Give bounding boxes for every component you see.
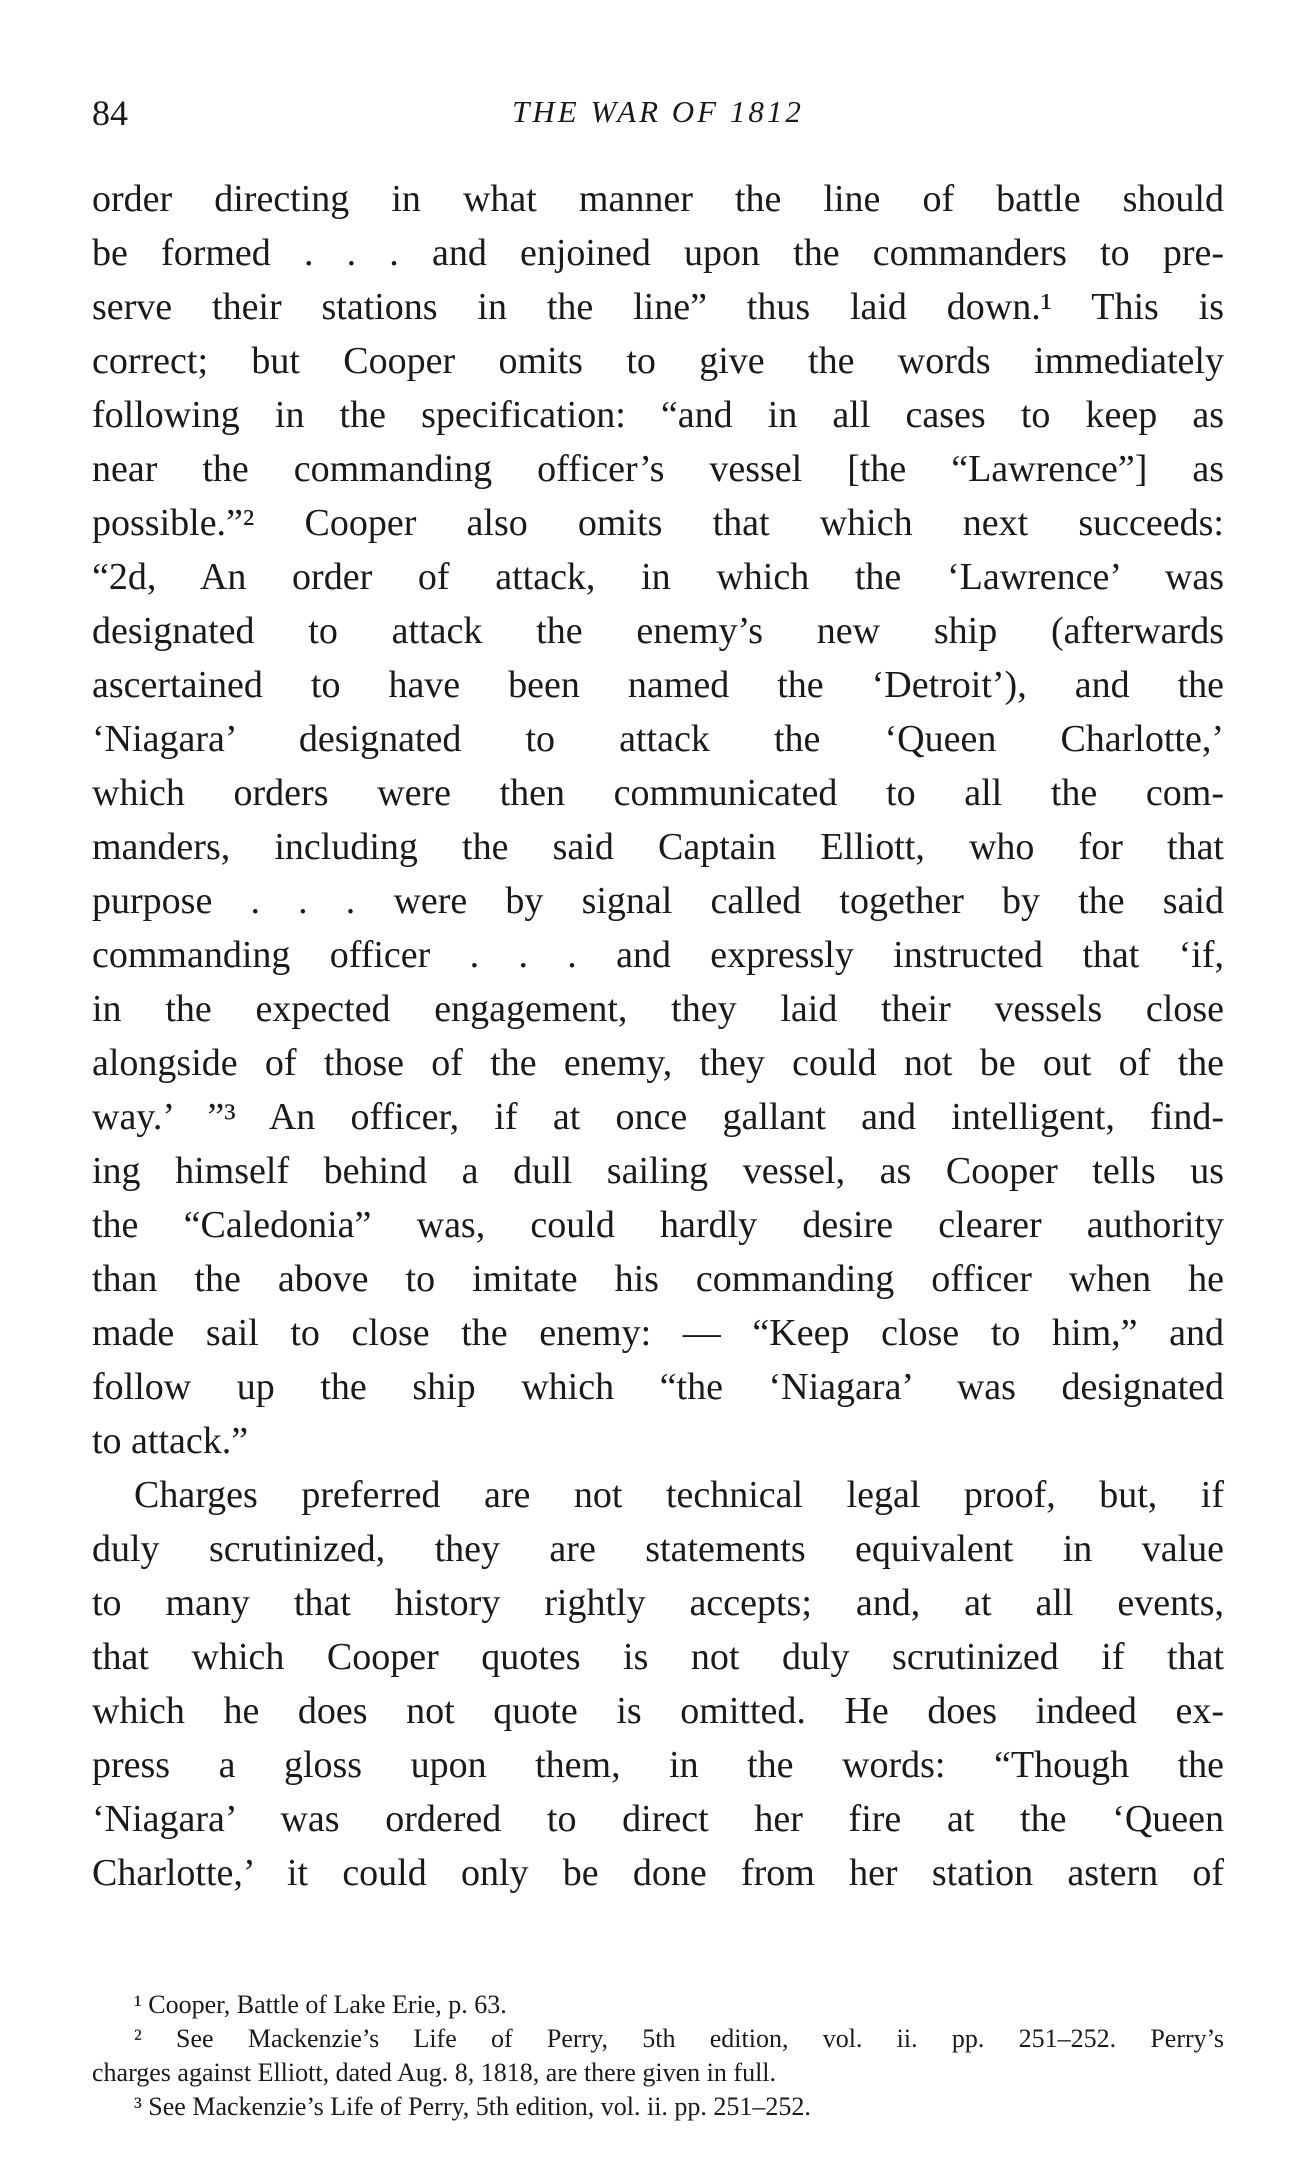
text-line: which he does not quote is omitted. He does indeed ex- [92,1690,1224,1732]
text-line: serve their stations in the line” thus laid down.¹ This is [92,286,1224,328]
paragraph-start-line: Charges preferred are not technical legal proof, but, if [134,1474,1224,1516]
text-line: ascertained to have been named the ‘Detroit’), and the [92,664,1224,706]
text-line: correct; but Cooper omits to give the words immediately [92,340,1224,382]
text-line: “2d, An order of attack, in which the ‘Lawrence’ was [92,556,1224,598]
text-line: the “Caledonia” was, could hardly desire clearer authority [92,1204,1224,1246]
running-head [92,92,1224,142]
text-line: than the above to imitate his commanding officer when he [92,1258,1224,1300]
text-line: order directing in what manner the line of battle should [92,178,1224,220]
text-line: way.’ ”³ An officer, if at once gallant and intelligent, find- [92,1096,1224,1138]
text-line: to many that history rightly accepts; and, at all events, [92,1582,1224,1624]
text-line: follow up the ship which “the ‘Niagara’ was designated [92,1366,1224,1408]
text-line: alongside of those of the enemy, they could not be out of the [92,1042,1224,1084]
footnotes [92,1988,1224,2124]
running-title: THE WAR OF 1812 [512,94,804,129]
text-line: made sail to close the enemy: — “Keep close to him,” and [92,1312,1224,1354]
text-line: be formed . . . and enjoined upon the commanders to pre- [92,232,1224,274]
text-line: commanding officer . . . and expressly instructed that ‘if, [92,934,1224,976]
footnote-3: ³ See Mackenzie’s Life of Perry, 5th edition, vol. ii. pp. 251–252. [134,2092,811,2121]
text-line: near the commanding officer’s vessel [the “Lawrence”] as [92,448,1224,490]
text-line: possible.”² Cooper also omits that which next succeeds: [92,502,1224,544]
text-line: that which Cooper quotes is not duly scrutinized if that [92,1636,1224,1678]
text-line: following in the specification: “and in all cases to keep as [92,394,1224,436]
text-line: ‘Niagara’ designated to attack the ‘Queen Charlotte,’ [92,718,1224,760]
body-text [92,172,1224,1900]
text-line: in the expected engagement, they laid their vessels close [92,988,1224,1030]
text-line: purpose . . . were by signal called together by the said [92,880,1224,922]
text-line: ‘Niagara’ was ordered to direct her fire at the ‘Queen [92,1798,1224,1840]
text-line: ing himself behind a dull sailing vessel, as Cooper tells us [92,1150,1224,1192]
footnote-1: ¹ Cooper, Battle of Lake Erie, p. 63. [134,1990,507,2019]
page-number: 84 [92,93,128,133]
text-line: designated to attack the enemy’s new ship (afterwards [92,610,1224,652]
footnote-2-continued: charges against Elliott, dated Aug. 8, 1818, are there given in full. [92,2058,777,2087]
text-line: manders, including the said Captain Elliott, who for that [92,826,1224,868]
text-line: to attack.” [92,1420,249,1462]
text-line: duly scrutinized, they are statements equivalent in value [92,1528,1224,1570]
text-line: Charlotte,’ it could only be done from her station astern of [92,1852,1224,1894]
text-line: which orders were then communicated to all the com- [92,772,1224,814]
text-line: press a gloss upon them, in the words: “Though the [92,1744,1224,1786]
footnote-2: ² See Mackenzie’s Life of Perry, 5th edition, vol. ii. pp. 251–252. Perry’s [134,2024,1224,2053]
